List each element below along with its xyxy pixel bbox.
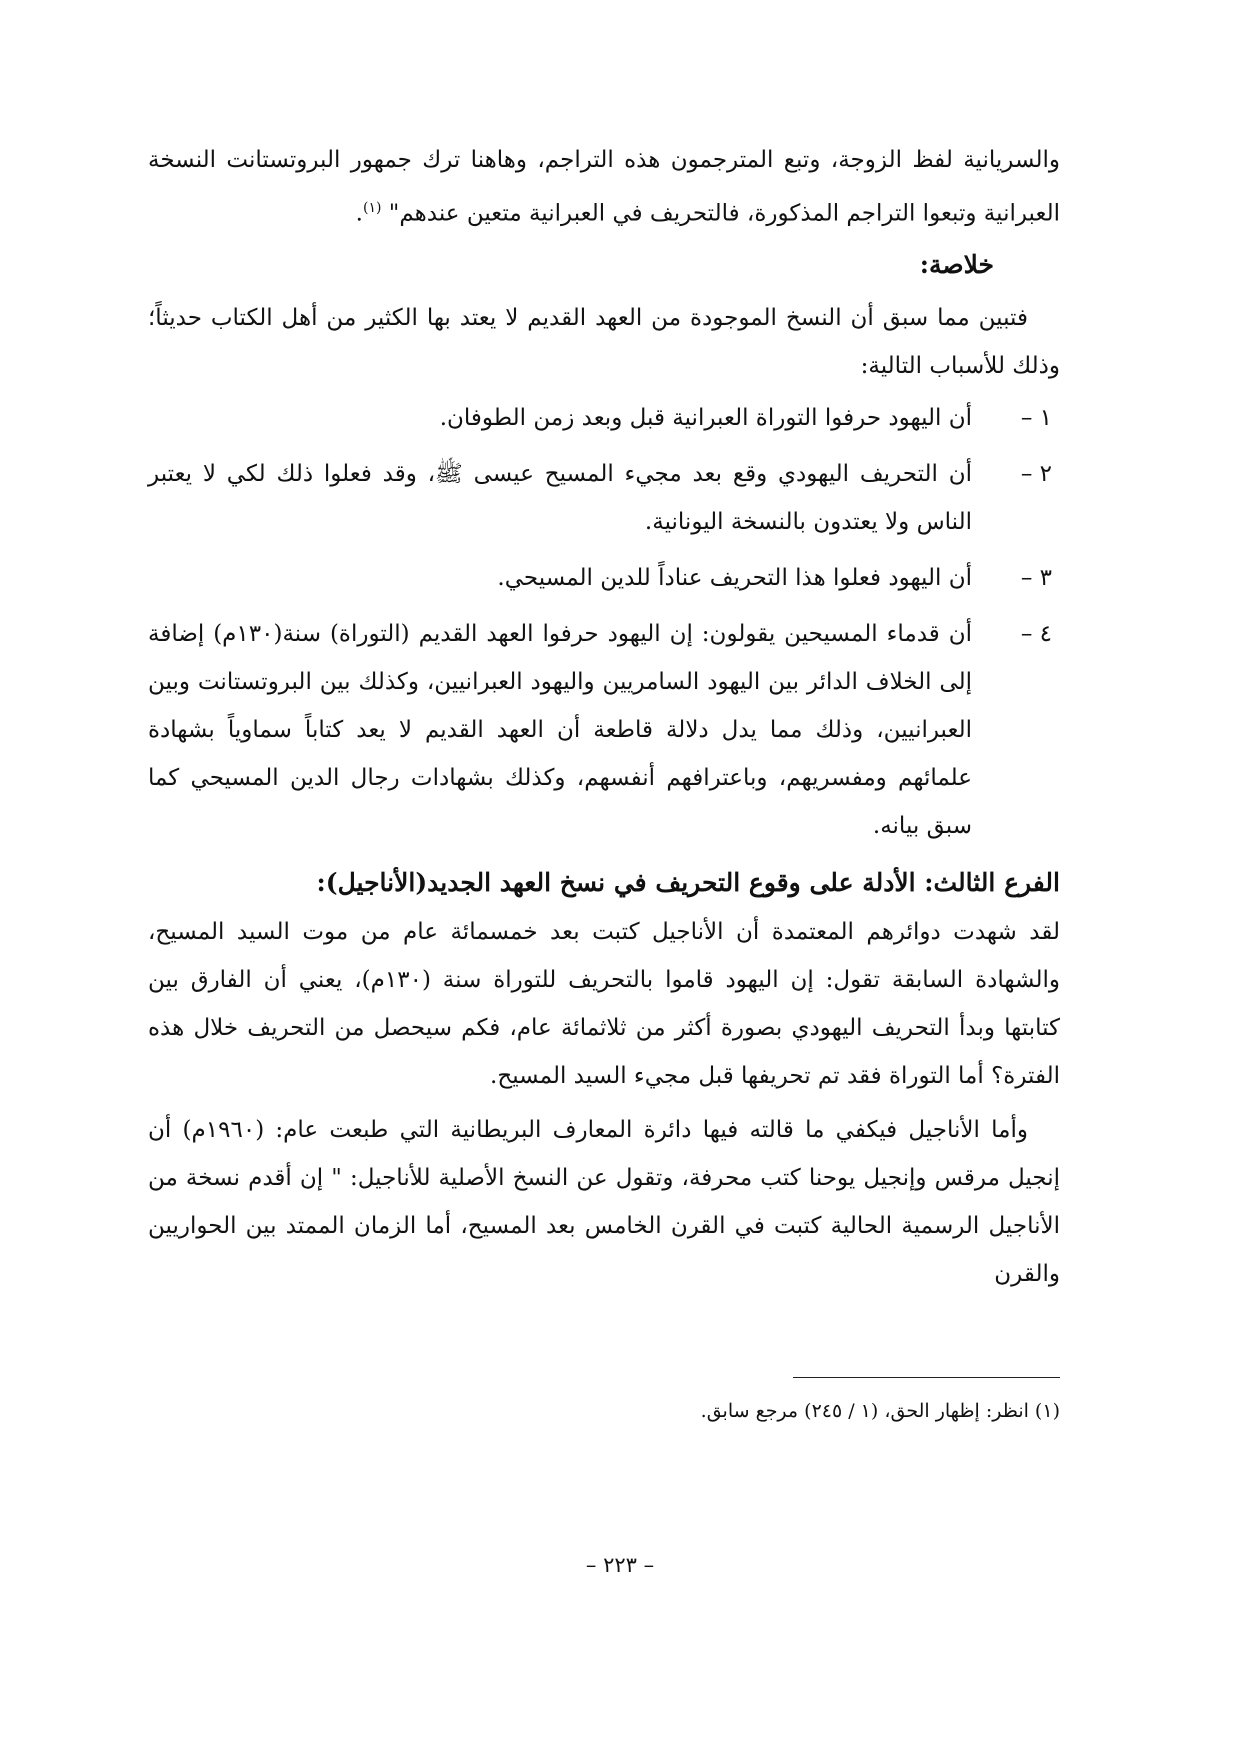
footnote-reference: (١) — [362, 200, 382, 216]
list-item-text: أن اليهود حرفوا التوراة العبرانية قبل وبعد زمن الطوفان. — [439, 404, 972, 431]
main-text — [148, 136, 1060, 1298]
reasons-list — [148, 394, 1060, 850]
list-item-text: أن قدماء المسيحين يقولون: إن اليهود حرفوا العهد القديم (التوراة) سنة(١٣٠م) إضافة إلى الخلاف الدائر بين اليهود السامريين واليهود العبرانيين، وكذلك بين البروتستانت وبين العبرانيين، وذلك مما يدل دلالة قاطعة أن العهد القديم لا يعد كتاباً سماوياً بشهادة علمائهم ومفسريهم، وباعترافهم أنفسهم، وكذلك بشهادات رجال الدين المسيحي كما سبق بيانه. — [148, 620, 973, 839]
list-item — [148, 610, 1060, 850]
list-item-number: ١ – — [1020, 404, 1052, 431]
list-item — [148, 394, 1060, 442]
list-item-number: ٢ – — [1020, 460, 1052, 487]
list-item — [148, 554, 1060, 602]
paragraph-intro — [148, 136, 1060, 238]
footnote-divider — [793, 1377, 1060, 1378]
list-item-text: أن اليهود فعلوا هذا التحريف عناداً للدين المسيحي. — [497, 564, 972, 591]
summary-heading: خلاصة: — [919, 249, 994, 279]
page-number: – ٢٢٣ – — [585, 1553, 655, 1577]
paragraph-encyclopedia: وأما الأناجيل فيكفي ما قالته فيها دائرة المعارف البريطانية التي طبعت عام: (١٩٦٠م) أن إنجيل مرقس وإنجيل يوحنا كتب محرفة، وتقول عن النسخ الأصلية للأناجيل: " إن أقدم نسخة من الأناجيل الرسمية الحالية كتبت في القرن الخامس بعد المسيح، أما الزمان الممتد بين الحواريين والقرن — [148, 1116, 1060, 1287]
list-item-number: ٤ – — [1020, 620, 1052, 647]
list-item-number: ٣ – — [1020, 564, 1052, 591]
list-item-text: أن التحريف اليهودي وقع بعد مجيء المسيح عيسى ﷺ، وقد فعلوا ذلك لكي لا يعتبر الناس ولا يعتدون بالنسخة اليونانية. — [148, 460, 972, 535]
paragraph-summary: فتبين مما سبق أن النسخ الموجودة من العهد القديم لا يعتد بها الكثير من أهل الكتاب حديثاً؛ وذلك للأسباب التالية: — [148, 304, 1060, 379]
footnote: (١) انظر: إظهار الحق، (١ / ٢٤٥) مرجع سابق. — [700, 1400, 1060, 1422]
paragraph-intro-text: والسريانية لفظ الزوجة، وتبع المترجمون هذه التراجم، وهاهنا ترك جمهور البروتستانت النسخة العبرانية وتبعوا التراجم المذكورة، فالتحريف في العبرانية متعين عندهم" — [148, 147, 1060, 227]
paragraph-evidence: لقد شهدت دوائرهم المعتمدة أن الأناجيل كتبت بعد خمسمائة عام من موت السيد المسيح، والشهادة السابقة تقول: إن اليهود قاموا بالتحريف للتوراة سنة (١٣٠م)، يعني أن الفارق بين كتابتها وبدأ التحريف اليهودي بصورة أكثر من ثلاثمائة عام، فكم سيحصل من التحريف خلال هذه الفترة؟ أما التوراة فقد تم تحريفها قبل مجيء السيد المسيح. — [148, 918, 1060, 1089]
list-item — [148, 450, 1060, 546]
section-heading: الفرع الثالث: الأدلة على وقوع التحريف في نسخ العهد الجديد(الأناجيل): — [316, 867, 1060, 897]
paragraph-intro-end: . — [355, 200, 363, 227]
